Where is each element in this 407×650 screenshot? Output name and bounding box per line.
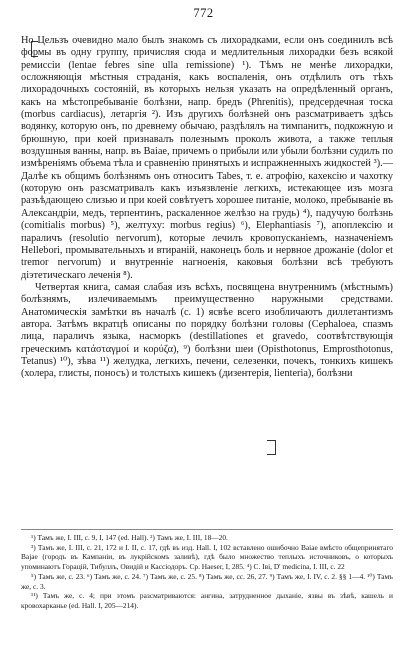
footnote: ⁵) Тамъ же, с. 23. ⁶) Тамъ же, с. 24. ⁷) Тамъ же, с. 25. ⁸) Тамъ же, сс. 26, 27. ⁹) Тамъ же, І. IV, с. 2. §§ 1—4. ¹⁰) Тамъ же, с. 3. — [21, 571, 393, 591]
footnotes — [21, 533, 393, 611]
paragraph-1: Но Цельзъ очевидно мало былъ знакомъ съ лихорадками, если онъ соединилъ всѣ формы въ одну группу, причисляя сюда и медлительныя лихорадки безъ всякой ремиссіи (lentae febres sine ulla remissione) ¹). Тѣмъ не менѣе лихорадки, осложняющія мѣстныя страданія, какъ воспаленія, онъ отдѣлилъ отъ тѣхъ лихорадочныхъ состояній, въ которыхъ нельзя указать на опредѣленный органъ, какъ на мѣстопребываніе болѣзни, напр. бредъ (Phrenitis), предсердечная тоска (morbus cardiacus), летаргія ²). Изъ другихъ болѣзней онъ разсматриваетъ здѣсь водянку, которую онъ, по древнему обычаю, раздѣлялъ на тимпанитъ, подкожную и брюшную, при коей признавалъ полезнымъ проколъ живота, а также теплыя воздушныя ванны, напр. въ Ваіае, причемъ о прибыли или убыли болѣзни судилъ по измѣреніямъ объема тѣла и сравненію принятыхъ и испражненныхъ жидкостей ³).—Далѣе къ общимъ болѣзнямъ онъ относитъ Tabes, т. е. атрофію, кахексію и чахотку (которую онъ разсматривалъ какъ изъязвленіе легкихъ, истекающее изъ мозга разъѣдающею слизью и при коей совѣтуетъ хорошее питаніе, молоко, пребываніе въ Александріи, медъ, терпентинъ, раскаленное желѣзо на грудь) ⁴), падучую болѣзнь (comitialis morbus) ⁵), желтуху: morbus regius) ⁶), Elephantiasis ⁷), апоплексію и параличъ (resolutio nervorum), которые лечилъ кровопусканіемъ, назначеніемъ Hellebori, промывательныхъ и втираній, наконецъ боль и нервное дрожаніе (dolor et tremor nervorum) и внутренніе нагноенія, каковыя болѣзни всѣ требуютъ діэтетическаго леченія ⁸). — [21, 35, 393, 281]
page-number: 772 — [193, 6, 214, 20]
footnote-separator — [21, 529, 393, 530]
margin-bracket-close — [267, 440, 276, 455]
footnote: ¹¹) Тамъ же, с. 4; при этомъ разсматриваются: ангина, затрудненное дыханіе, язвы въ зѣвѣ, кашель и кровохарканье (ed. Hall. І, 205—214). — [21, 591, 393, 610]
paragraph-2: Четвертая книга, самая слабая изъ всѣхъ, посвящена внутреннимъ (мѣстнымъ) болѣзнямъ, излечиваемымъ преимущественно наружными средствами. Анатомическія замѣтки въ началѣ (с. 1) ясвѣе всего изобличаютъ диллетантизмъ автора. Затѣмъ вкратцѣ описаны по порядку болѣзни головы (Cephaloea, спазмъ лица, параличъ языка, насморкъ (destillationes et gravedo, соотвѣтствующія греческимъ κατάσταγμοί и κορύζα), ⁹) болѣзни шеи (Opisthotonus, Emprosthotonus, Tetanus) ¹⁰), зѣва ¹¹) желудка, легкихъ, печени, селезенки, почекъ, тонкихъ кишекъ (холера, глисты, поносъ) и толстыхъ кишекъ (дизентерія, lienteria), болѣзни — [21, 281, 393, 380]
main-text — [21, 35, 393, 381]
footnote: ¹) Тамъ же, І. ІІІ, с. 9, І, 147 (ed. Hall). ²) Тамъ же, І. ІІІ, 18—20. — [31, 533, 228, 542]
footnote: ³) Тамъ же, І. ІІІ, с. 21, 172 и І. ІІ, с. 17, гдѣ въ изд. Hall. І, 102 вставлено ошибочно Ваіае вмѣсто общепринятаго Ваjае (городъ въ Кампаніи, въ лукрійскомъ заливѣ), гдѣ было множество теплыхъ источниковъ, о которыхъ упоминаютъ Горацій, Тибуллъ, Овидій и Кассіодоръ. Ср. Haeser, І, 285. ⁴) С. Іві, D' medicina, І. ІІІ, с. 22 — [21, 542, 393, 572]
